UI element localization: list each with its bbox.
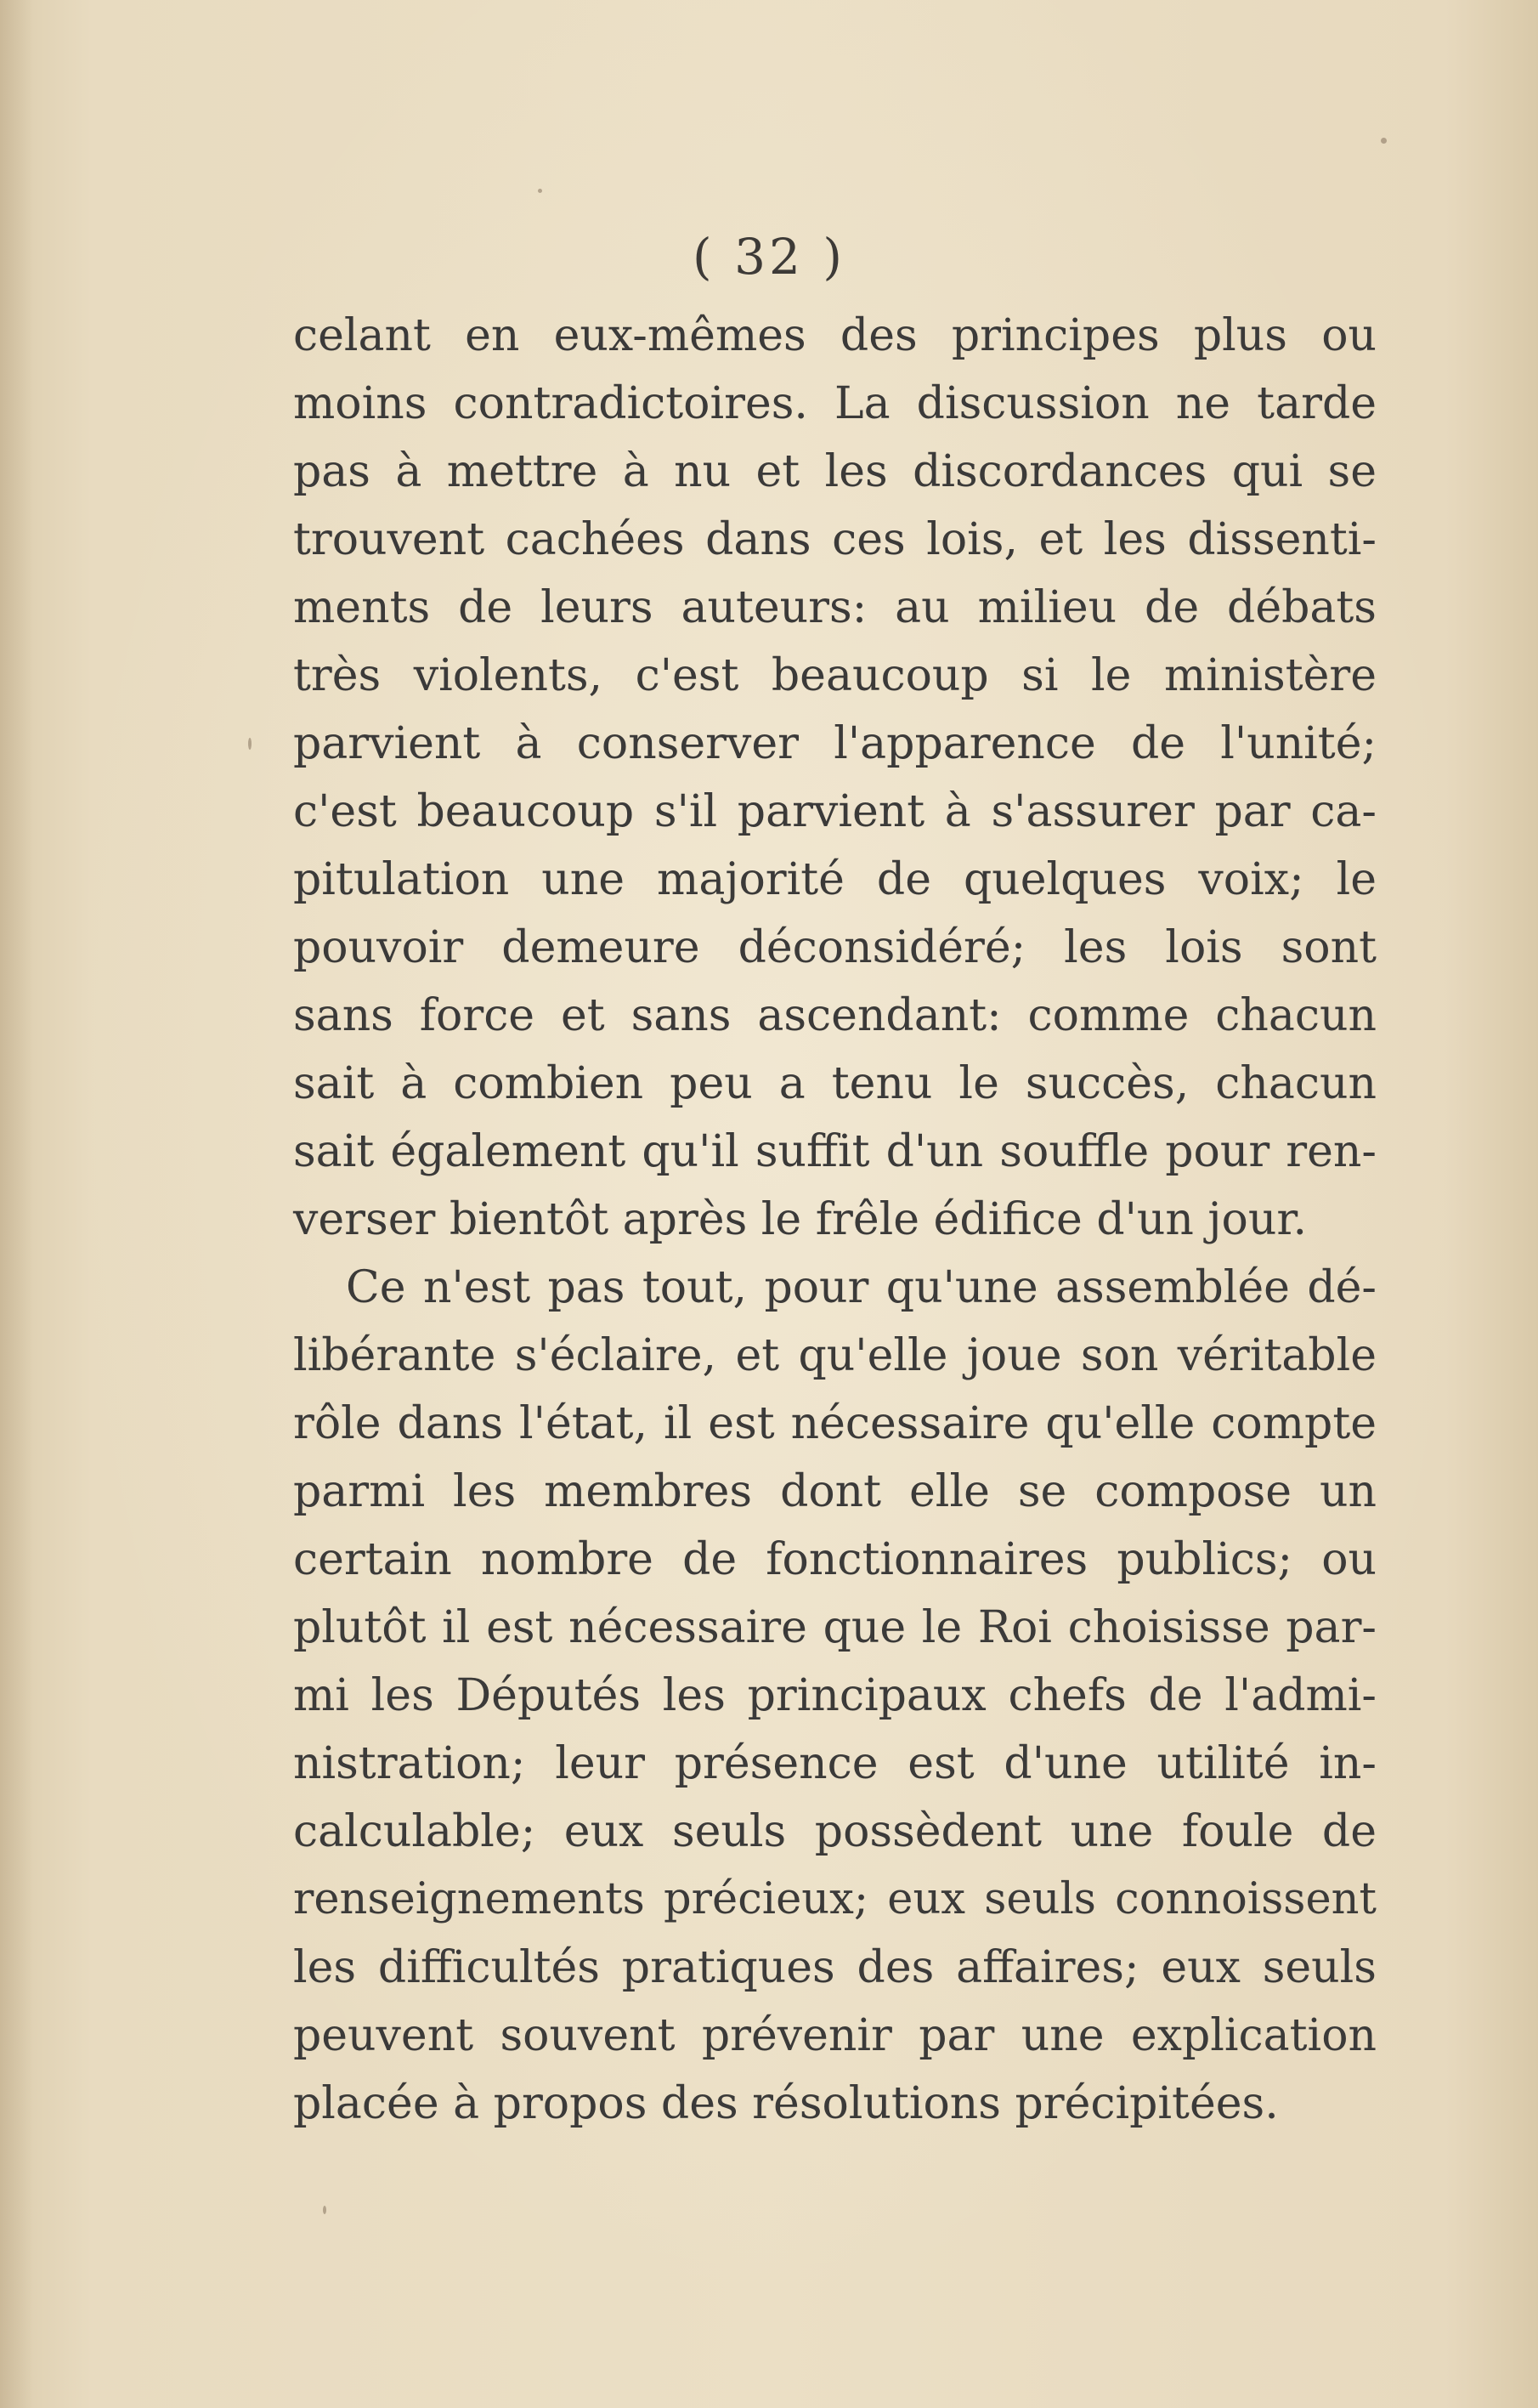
text-line: calculable; eux seuls possèdent une foule de [293,1806,1377,1857]
text-line: verser bientôt après le frêle édifice d'un jour. [293,1194,1308,1245]
text-line: sait également qu'il suffit d'un souffle pour ren- [293,1126,1377,1177]
text-line: moins contradictoires. La discussion ne tarde [293,378,1377,429]
page-number: ( 32 ) [693,228,845,286]
paper-speck [1381,138,1387,144]
text-line: plutôt il est nécessaire que le Roi choisisse par- [293,1602,1377,1653]
text-line: peuvent souvent prévenir par une explication [293,2010,1377,2061]
text-line: trouvent cachées dans ces lois, et les dissenti- [293,514,1377,565]
paper-speck [323,2206,326,2214]
text-line: parmi les membres dont elle se compose un [293,1466,1377,1517]
body-text [293,302,1377,2138]
text-line: pas à mettre à nu et les discordances qui se [293,446,1377,497]
text-line: parvient à conserver l'apparence de l'unité; [293,718,1377,769]
text-line: pouvoir demeure déconsidéré; les lois sont [293,922,1377,973]
text-line: placée à propos des résolutions précipitées. [293,2078,1279,2129]
text-line: sans force et sans ascendant: comme chacun [293,990,1377,1041]
text-line: mi les Députés les principaux chefs de l'admi- [293,1670,1377,1721]
text-line: renseignements précieux; eux seuls connoissent [293,1874,1377,1924]
text-line: rôle dans l'état, il est nécessaire qu'elle compte [293,1398,1377,1449]
text-line: libérante s'éclaire, et qu'elle joue son véritable [293,1330,1377,1381]
text-line: celant en eux-mêmes des principes plus ou [293,310,1377,361]
text-line: nistration; leur présence est d'une utilité in- [293,1738,1377,1789]
text-line: ments de leurs auteurs: au milieu de débats [293,582,1377,633]
text-line: très violents, c'est beaucoup si le ministère [293,650,1377,701]
text-line: certain nombre de fonctionnaires publics; ou [293,1534,1377,1585]
paper-speck [248,738,252,750]
text-line: c'est beaucoup s'il parvient à s'assurer par ca- [293,786,1377,837]
text-line: pitulation une majorité de quelques voix; le [293,854,1377,905]
paper-speck [538,189,542,193]
page-edge-shadow [0,0,34,2408]
text-line: les difficultés pratiques des affaires; eux seuls [293,1942,1377,1993]
text-line: sait à combien peu a tenu le succès, chacun [293,1058,1377,1109]
text-line: Ce n'est pas tout, pour qu'une assemblée dé- [346,1262,1377,1313]
